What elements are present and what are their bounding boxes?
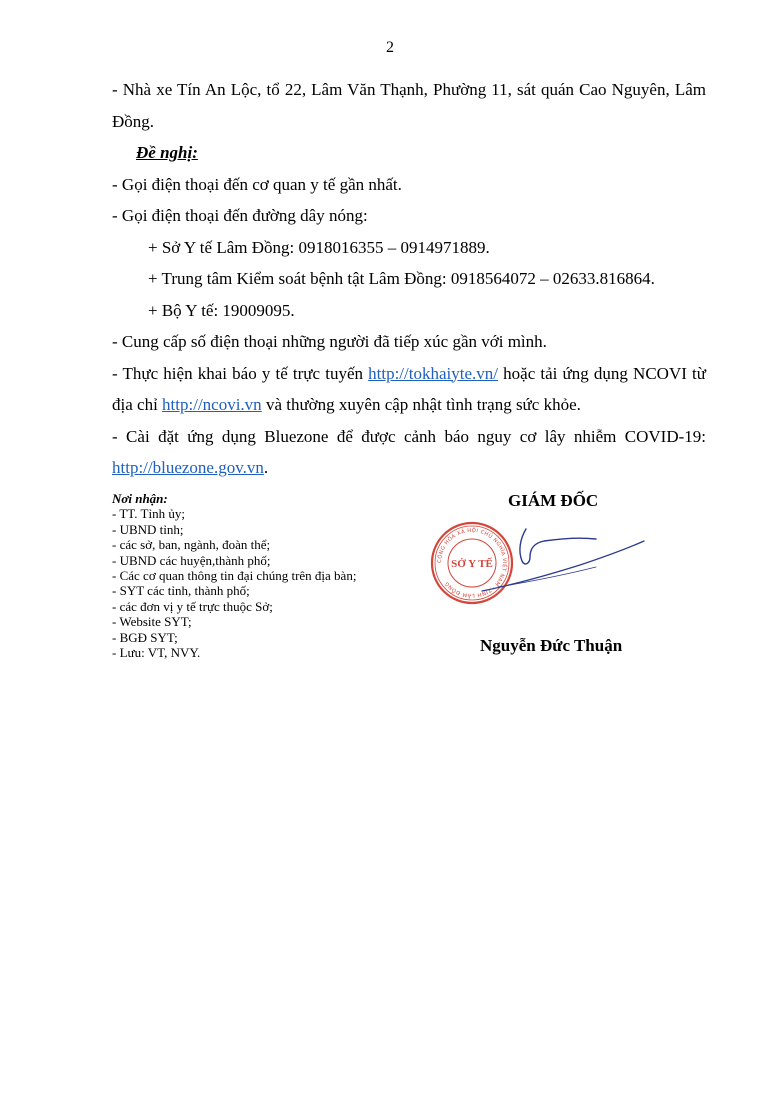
document-body <box>112 74 706 484</box>
recipient-item: - Các cơ quan thông tin đại chúng trên địa bàn; <box>112 568 402 583</box>
tokhaiyte-link[interactable]: http://tokhaiyte.vn/ <box>368 363 498 383</box>
recipients-block <box>112 491 402 660</box>
recipient-item: - Lưu: VT, NVY. <box>112 645 402 660</box>
stamp-center-text: SỞ Y TẾ <box>451 558 493 570</box>
bluezone-period: . <box>263 458 269 477</box>
ncovi-link[interactable]: http://ncovi.vn <box>162 395 262 414</box>
director-title: GIÁM ĐỐC <box>508 491 599 510</box>
recommendation-heading: Đề nghị: <box>136 143 198 162</box>
stamp-ring-text: CỘNG HÒA XÃ HỘI CHỦ NGHĨA VIỆT NAM · TỈNH LÂM ĐỒNG <box>436 527 508 599</box>
call-nearest-facility: - Gọi điện thoại đến cơ quan y tế gần nhất. <box>112 174 402 194</box>
hotline-department-of-health: + Sở Y tế Lâm Đồng: 0918016355 – 0914971889. <box>148 237 490 257</box>
bluezone-link[interactable]: http://bluezone.gov.vn <box>112 458 264 477</box>
recipient-item: - BGĐ SYT; <box>112 630 402 645</box>
recipient-item: - Website SYT; <box>112 614 402 629</box>
page-number: 2 <box>386 39 394 56</box>
recipient-item: - UBND các huyện,thành phố; <box>112 553 402 568</box>
health-declaration-paragraph <box>112 358 706 421</box>
handwritten-signature <box>468 527 648 599</box>
recipient-item: - các sở, ban, ngành, đoàn thể; <box>112 537 402 552</box>
recipient-item: - UBND tỉnh; <box>112 522 402 537</box>
provide-contacts: - Cung cấp số điện thoại những người đã tiếp xúc gần với mình. <box>112 332 547 351</box>
recipient-item: - TT. Tỉnh ủy; <box>112 506 402 521</box>
signer-name: Nguyễn Đức Thuận <box>480 636 623 655</box>
bluezone-text: - Cài đặt ứng dụng Bluezone để được cảnh báo nguy cơ lây nhiễm COVID-19: <box>112 426 706 446</box>
call-hotline: - Gọi điện thoại đến đường dây nóng: <box>112 206 368 225</box>
recipient-item: - SYT các tỉnh, thành phố; <box>112 583 402 598</box>
health-declaration-text-1: - Thực hiện khai báo y tế trực tuyến <box>112 363 369 383</box>
bluezone-paragraph <box>112 421 706 484</box>
health-declaration-text-2: hoặc tải ứng dụng NCOVI từ địa chỉ <box>112 363 706 414</box>
recipients-list <box>112 506 402 660</box>
location-paragraph: - Nhà xe Tín An Lộc, tổ 22, Lâm Văn Thạnh, Phường 11, sát quán Cao Nguyên, Lâm Đồng. <box>112 80 706 131</box>
hotline-cdc: + Trung tâm Kiểm soát bệnh tật Lâm Đồng: 0918564072 – 02633.816864. <box>148 269 655 288</box>
recipients-title: Nơi nhận: <box>112 491 168 506</box>
hotline-ministry-of-health: + Bộ Y tế: 19009095. <box>148 300 295 320</box>
health-declaration-text-3: và thường xuyên cập nhật tình trạng sức khỏe. <box>261 395 581 414</box>
recommendation-heading-line <box>112 137 706 169</box>
recipient-item: - các đơn vị y tế trực thuộc Sở; <box>112 599 402 614</box>
